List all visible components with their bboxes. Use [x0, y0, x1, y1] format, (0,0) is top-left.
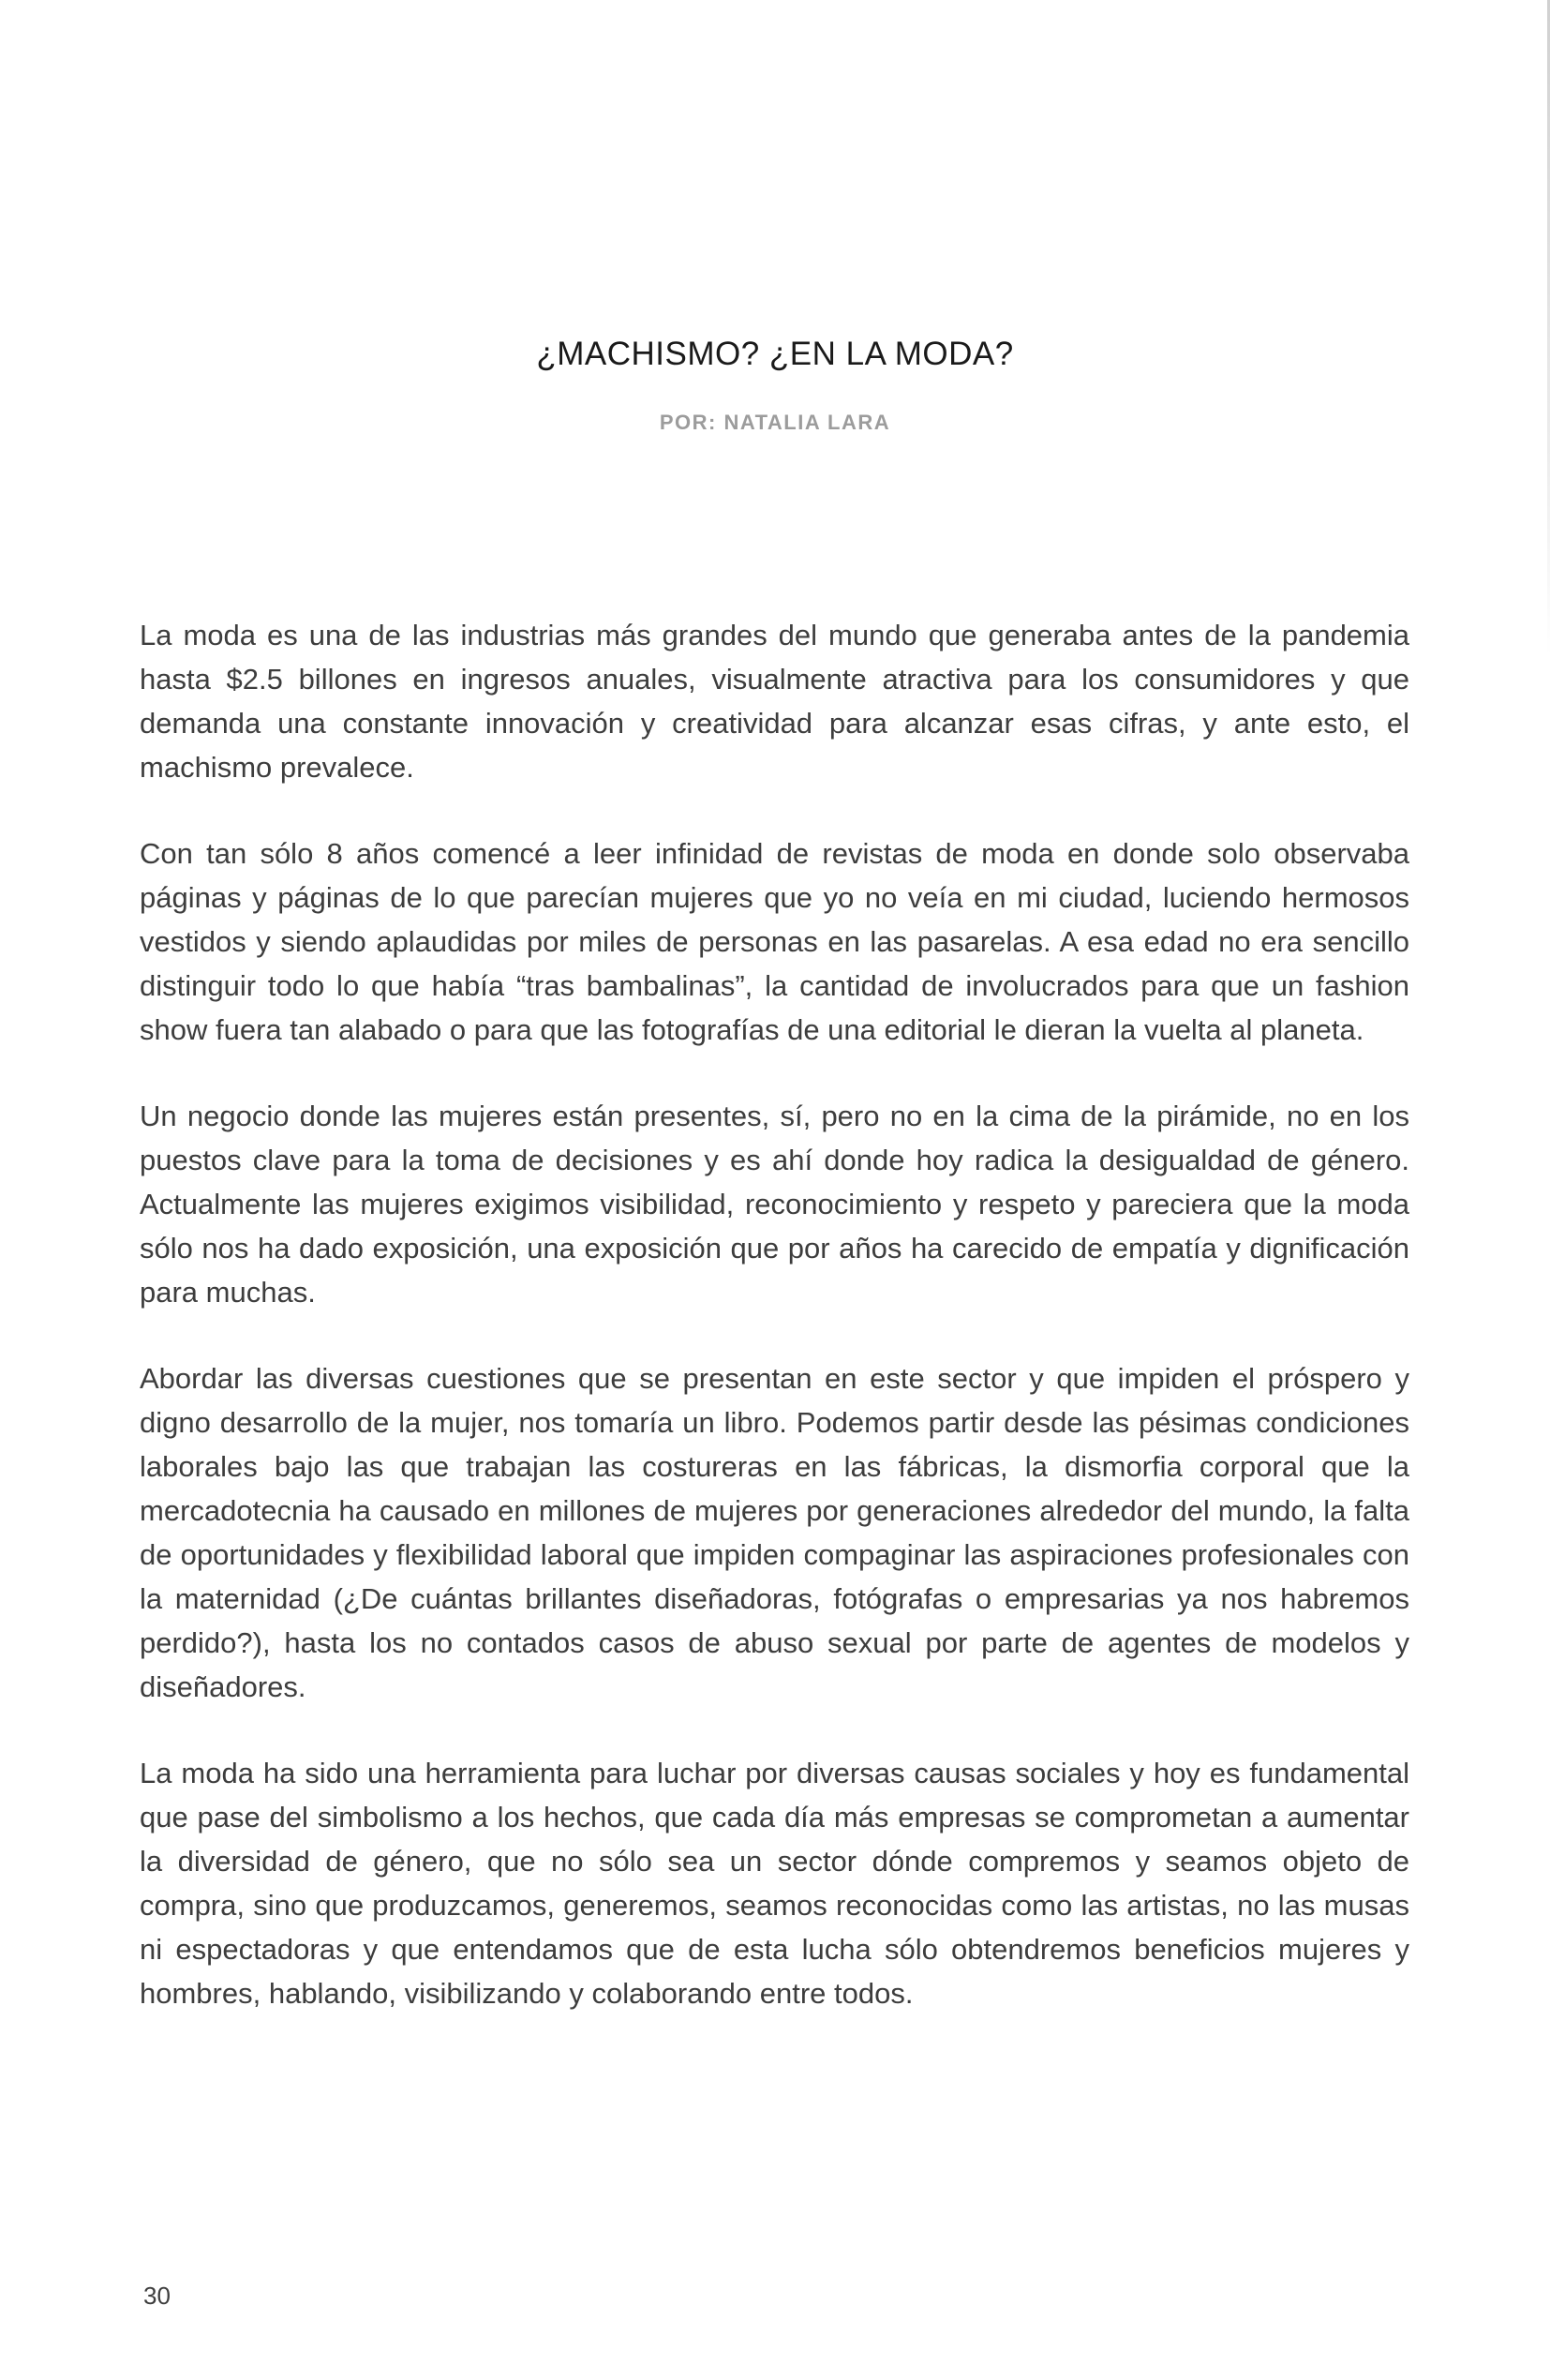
- paragraph: Con tan sólo 8 años comencé a leer infinidad de revistas de moda en donde solo observaba páginas y páginas de lo que parecían mujeres que yo no veía en mi ciudad, luciendo hermosos vestidos y siendo aplaudidas por miles de personas en las pasarelas. A esa edad no era sencillo distinguir todo lo que había “tras bambalinas”, la cantidad de involucrados para que un fashion show fuera tan alabado o para que las fotografías de una editorial le dieran la vuelta al planeta.: [140, 837, 1409, 1046]
- page-number: 30: [143, 2282, 171, 2310]
- paragraph: Abordar las diversas cuestiones que se presentan en este sector y que impiden el próspero y digno desarrollo de la mujer, nos tomaría un libro. Podemos partir desde las pésimas condiciones laborales bajo las que trabajan las costureras en las fábricas, la dismorfia corporal que la mercadotecnia ha causado en millones de mujeres por generaciones alrededor del mundo, la falta de oportunidades y flexibilidad laboral que impiden compaginar las aspiraciones profesionales con la maternidad (¿De cuántas brillantes diseñadoras, fotógrafas o empresarias ya nos habremos perdido?), hasta los no contados casos de abuso sexual por parte de agentes de modelos y diseñadores.: [140, 1362, 1409, 1703]
- paragraph: La moda es una de las industrias más grandes del mundo que generaba antes de la pandemia hasta $2.5 billones en ingresos anuales, visualmente atractiva para los consumidores y que demanda una constante innovación y creatividad para alcanzar esas cifras, y ante esto, el machismo prevalece.: [140, 619, 1409, 784]
- article-title: ¿MACHISMO? ¿EN LA MODA?: [536, 336, 1014, 372]
- article-body: [140, 613, 1409, 2058]
- paragraph: Un negocio donde las mujeres están presentes, sí, pero no en la cima de la pirámide, no en los puestos clave para la toma de decisiones y es ahí donde hoy radica la desigualdad de género. Actualmente las mujeres exigimos visibilidad, reconocimiento y respeto y pareciera que la moda sólo nos ha dado exposición, una exposición que por años ha carecido de empatía y dignificación para muchas.: [140, 1100, 1409, 1309]
- paragraph: La moda ha sido una herramienta para luchar por diversas causas sociales y hoy es fundamental que pase del simbolismo a los hechos, que cada día más empresas se comprometan a aumentar la diversidad de género, que no sólo sea un sector dónde compremos y seamos objeto de compra, sino que produzcamos, generemos, seamos reconocidas como las artistas, no las musas ni espectadoras y que entendamos que de esta lucha sólo obtendremos beneficios mujeres y hombres, hablando, visibilizando y colaborando entre todos.: [140, 1757, 1409, 2010]
- article-byline: POR: NATALIA LARA: [659, 411, 891, 434]
